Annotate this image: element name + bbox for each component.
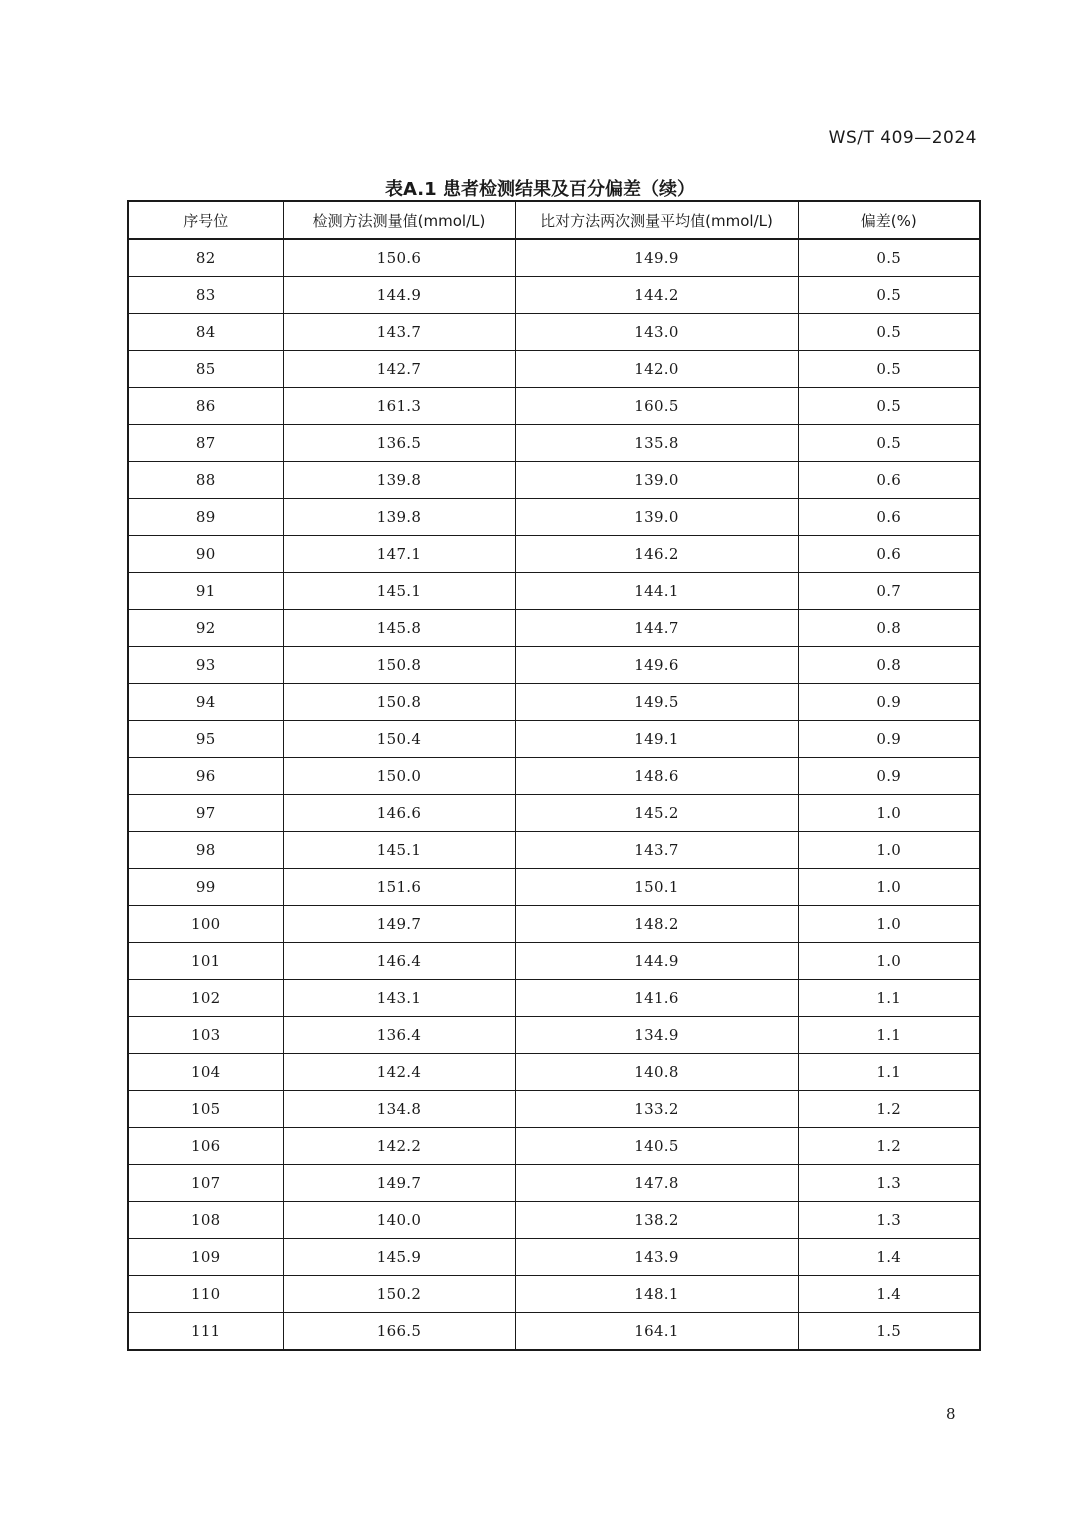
cell-bias: 1.5: [798, 1313, 980, 1351]
table-row: [128, 906, 980, 943]
cell-sequence: 109: [128, 1239, 283, 1276]
cell-test-value: 150.8: [283, 647, 515, 684]
cell-test-value: 150.4: [283, 721, 515, 758]
cell-comparison-mean: 144.9: [515, 943, 798, 980]
table-row: [128, 1128, 980, 1165]
cell-bias: 1.1: [798, 980, 980, 1017]
cell-sequence: 103: [128, 1017, 283, 1054]
table-row: [128, 795, 980, 832]
cell-sequence: 84: [128, 314, 283, 351]
cell-sequence: 83: [128, 277, 283, 314]
cell-comparison-mean: 145.2: [515, 795, 798, 832]
table-row: [128, 1054, 980, 1091]
cell-comparison-mean: 144.1: [515, 573, 798, 610]
cell-bias: 0.9: [798, 758, 980, 795]
cell-sequence: 82: [128, 239, 283, 277]
cell-bias: 0.8: [798, 647, 980, 684]
standard-code: WS/T 409—2024: [828, 128, 977, 148]
cell-bias: 0.6: [798, 462, 980, 499]
cell-bias: 1.0: [798, 906, 980, 943]
table-row: [128, 980, 980, 1017]
cell-comparison-mean: 135.8: [515, 425, 798, 462]
cell-comparison-mean: 140.8: [515, 1054, 798, 1091]
cell-bias: 1.1: [798, 1017, 980, 1054]
table-row: [128, 758, 980, 795]
cell-sequence: 90: [128, 536, 283, 573]
column-header-comparison-mean: 比对方法两次测量平均值(mmol/L): [515, 201, 798, 239]
table-row: [128, 610, 980, 647]
cell-test-value: 161.3: [283, 388, 515, 425]
cell-bias: 0.5: [798, 388, 980, 425]
cell-bias: 0.5: [798, 425, 980, 462]
cell-bias: 1.1: [798, 1054, 980, 1091]
cell-test-value: 145.1: [283, 573, 515, 610]
cell-sequence: 104: [128, 1054, 283, 1091]
cell-comparison-mean: 149.9: [515, 239, 798, 277]
cell-test-value: 150.6: [283, 239, 515, 277]
column-header-bias: 偏差(%): [798, 201, 980, 239]
cell-test-value: 149.7: [283, 906, 515, 943]
table-caption: 表A.1 患者检测结果及百分偏差（续）: [385, 179, 695, 200]
page-number: 8: [946, 1405, 956, 1423]
cell-sequence: 89: [128, 499, 283, 536]
table-row: [128, 351, 980, 388]
cell-test-value: 151.6: [283, 869, 515, 906]
cell-bias: 1.3: [798, 1165, 980, 1202]
cell-test-value: 136.4: [283, 1017, 515, 1054]
table-row: [128, 1165, 980, 1202]
cell-test-value: 144.9: [283, 277, 515, 314]
table-row: [128, 314, 980, 351]
cell-sequence: 111: [128, 1313, 283, 1351]
cell-comparison-mean: 147.8: [515, 1165, 798, 1202]
cell-comparison-mean: 143.0: [515, 314, 798, 351]
cell-test-value: 149.7: [283, 1165, 515, 1202]
cell-bias: 0.8: [798, 610, 980, 647]
column-header-test-value: 检测方法测量值(mmol/L): [283, 201, 515, 239]
table-row: [128, 425, 980, 462]
cell-test-value: 139.8: [283, 499, 515, 536]
cell-bias: 1.3: [798, 1202, 980, 1239]
cell-sequence: 100: [128, 906, 283, 943]
cell-test-value: 145.8: [283, 610, 515, 647]
cell-sequence: 97: [128, 795, 283, 832]
cell-bias: 0.9: [798, 684, 980, 721]
table-header-row: [128, 201, 980, 239]
cell-bias: 1.0: [798, 832, 980, 869]
cell-test-value: 145.1: [283, 832, 515, 869]
table-row: [128, 1091, 980, 1128]
table-row: [128, 869, 980, 906]
cell-sequence: 110: [128, 1276, 283, 1313]
table-row: [128, 536, 980, 573]
table-row: [128, 721, 980, 758]
results-table: [127, 200, 981, 1351]
cell-comparison-mean: 139.0: [515, 499, 798, 536]
cell-sequence: 102: [128, 980, 283, 1017]
cell-test-value: 166.5: [283, 1313, 515, 1351]
cell-bias: 1.0: [798, 795, 980, 832]
cell-comparison-mean: 138.2: [515, 1202, 798, 1239]
cell-sequence: 92: [128, 610, 283, 647]
cell-comparison-mean: 143.7: [515, 832, 798, 869]
cell-sequence: 98: [128, 832, 283, 869]
cell-test-value: 143.7: [283, 314, 515, 351]
table-row: [128, 462, 980, 499]
cell-bias: 0.7: [798, 573, 980, 610]
cell-comparison-mean: 141.6: [515, 980, 798, 1017]
cell-bias: 1.0: [798, 943, 980, 980]
cell-comparison-mean: 148.1: [515, 1276, 798, 1313]
cell-test-value: 134.8: [283, 1091, 515, 1128]
cell-bias: 1.4: [798, 1239, 980, 1276]
cell-bias: 1.2: [798, 1091, 980, 1128]
cell-test-value: 145.9: [283, 1239, 515, 1276]
cell-sequence: 106: [128, 1128, 283, 1165]
table-row: [128, 388, 980, 425]
cell-comparison-mean: 142.0: [515, 351, 798, 388]
cell-test-value: 146.6: [283, 795, 515, 832]
cell-bias: 0.5: [798, 239, 980, 277]
table-row: [128, 277, 980, 314]
cell-comparison-mean: 150.1: [515, 869, 798, 906]
cell-sequence: 94: [128, 684, 283, 721]
cell-comparison-mean: 149.1: [515, 721, 798, 758]
cell-comparison-mean: 160.5: [515, 388, 798, 425]
cell-comparison-mean: 134.9: [515, 1017, 798, 1054]
cell-comparison-mean: 164.1: [515, 1313, 798, 1351]
cell-sequence: 107: [128, 1165, 283, 1202]
cell-test-value: 143.1: [283, 980, 515, 1017]
cell-comparison-mean: 144.2: [515, 277, 798, 314]
cell-test-value: 139.8: [283, 462, 515, 499]
table-row: [128, 239, 980, 277]
cell-bias: 0.9: [798, 721, 980, 758]
cell-comparison-mean: 148.6: [515, 758, 798, 795]
cell-comparison-mean: 146.2: [515, 536, 798, 573]
cell-sequence: 87: [128, 425, 283, 462]
table-row: [128, 1239, 980, 1276]
cell-bias: 1.2: [798, 1128, 980, 1165]
cell-test-value: 136.5: [283, 425, 515, 462]
table-row: [128, 943, 980, 980]
cell-bias: 0.5: [798, 351, 980, 388]
table-row: [128, 499, 980, 536]
cell-sequence: 96: [128, 758, 283, 795]
cell-comparison-mean: 143.9: [515, 1239, 798, 1276]
cell-comparison-mean: 144.7: [515, 610, 798, 647]
cell-bias: 1.0: [798, 869, 980, 906]
table-row: [128, 573, 980, 610]
cell-comparison-mean: 149.5: [515, 684, 798, 721]
cell-sequence: 108: [128, 1202, 283, 1239]
table-row: [128, 1276, 980, 1313]
table-body: [128, 239, 980, 1350]
cell-comparison-mean: 140.5: [515, 1128, 798, 1165]
cell-sequence: 85: [128, 351, 283, 388]
cell-bias: 0.5: [798, 277, 980, 314]
table-row: [128, 1313, 980, 1351]
cell-test-value: 150.0: [283, 758, 515, 795]
table-row: [128, 684, 980, 721]
cell-test-value: 142.2: [283, 1128, 515, 1165]
cell-comparison-mean: 133.2: [515, 1091, 798, 1128]
cell-test-value: 150.8: [283, 684, 515, 721]
cell-test-value: 146.4: [283, 943, 515, 980]
cell-test-value: 150.2: [283, 1276, 515, 1313]
cell-sequence: 105: [128, 1091, 283, 1128]
cell-sequence: 99: [128, 869, 283, 906]
cell-sequence: 101: [128, 943, 283, 980]
cell-test-value: 142.4: [283, 1054, 515, 1091]
cell-bias: 0.6: [798, 536, 980, 573]
cell-sequence: 88: [128, 462, 283, 499]
cell-test-value: 147.1: [283, 536, 515, 573]
table-row: [128, 1202, 980, 1239]
cell-test-value: 142.7: [283, 351, 515, 388]
cell-comparison-mean: 139.0: [515, 462, 798, 499]
cell-sequence: 95: [128, 721, 283, 758]
cell-bias: 1.4: [798, 1276, 980, 1313]
cell-bias: 0.6: [798, 499, 980, 536]
table-row: [128, 1017, 980, 1054]
cell-bias: 0.5: [798, 314, 980, 351]
cell-sequence: 91: [128, 573, 283, 610]
table-row: [128, 647, 980, 684]
cell-sequence: 86: [128, 388, 283, 425]
cell-sequence: 93: [128, 647, 283, 684]
cell-comparison-mean: 148.2: [515, 906, 798, 943]
cell-comparison-mean: 149.6: [515, 647, 798, 684]
cell-test-value: 140.0: [283, 1202, 515, 1239]
table-row: [128, 832, 980, 869]
column-header-sequence: 序号位: [128, 201, 283, 239]
